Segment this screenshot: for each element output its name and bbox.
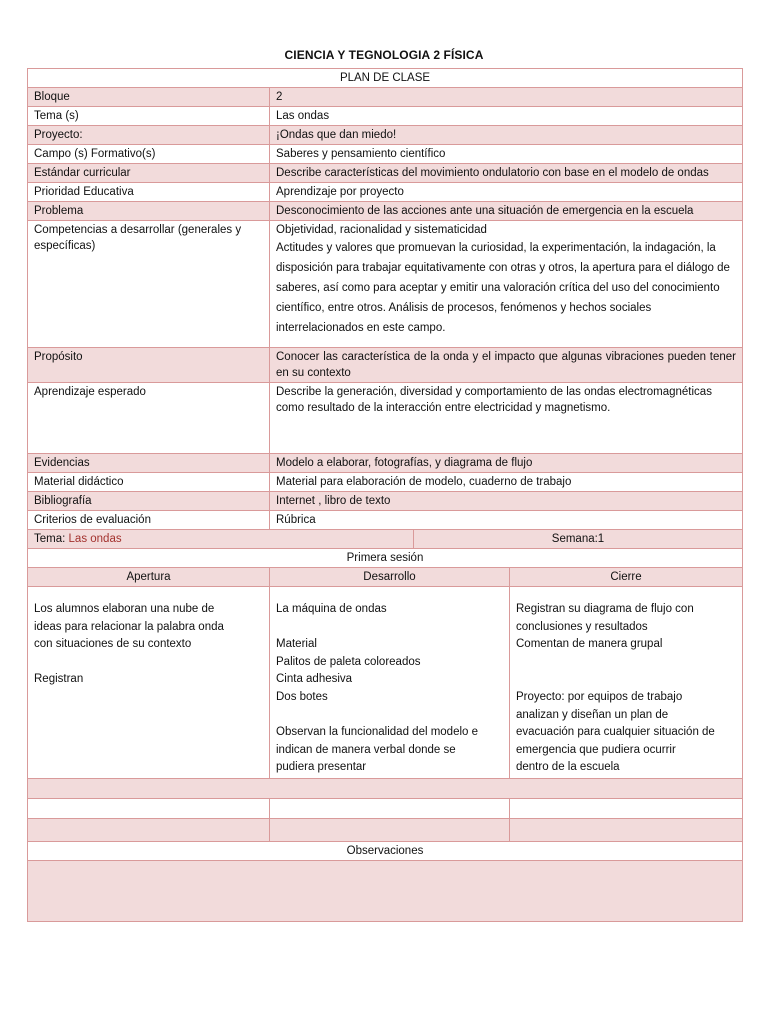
tema-value: Las ondas (68, 533, 122, 545)
empty-row (28, 818, 743, 841)
row-value: Saberes y pensamiento científico (270, 145, 743, 164)
session-columns-row (28, 568, 743, 587)
competencias-line-2: Actitudes y valores que promuevan la curiosidad, la experimentación, la indagación, la disposición para trabajar equitativamente con otras y otros, la apertura para el diálogo de saberes, así como para aceptar y emitir una valoración crítica del uso del conocimiento científico, entre otros. Análisis de procesos, fenómenos y hechos sociales interrelacionados en este campo. (276, 242, 730, 334)
col-desarrollo: Desarrollo (270, 568, 510, 587)
document-title: CIENCIA Y TEGNOLOGIA 2 FÍSICA (284, 48, 484, 62)
cierre-line: analizan y diseñan un plan de (516, 708, 669, 721)
apertura-line (34, 654, 263, 672)
desarrollo-line: Observan la funcionalidad del modelo e (276, 726, 479, 739)
row-material-didactico (28, 473, 743, 492)
cierre-line: emergencia que pudiera ocurrir (516, 743, 676, 756)
session-content-row (28, 587, 743, 779)
cierre-line: evacuación para cualquier situación de (516, 726, 715, 739)
row-label: Campo (s) Formativo(s) (28, 145, 270, 164)
desarrollo-line: Cinta adhesiva (276, 673, 353, 686)
observaciones-body-row (28, 860, 743, 921)
plan-header-row (28, 69, 743, 88)
desarrollo-line: indican de manera verbal donde se (276, 743, 456, 756)
row-prioridad-educativa (28, 183, 743, 202)
row-value: ¡Ondas que dan miedo! (270, 126, 743, 145)
observaciones-body (28, 860, 743, 921)
row-value: Describe características del movimiento ondulatorio con base en el modelo de ondas (270, 164, 743, 183)
row-proposito (28, 348, 743, 383)
row-label: Proyecto: (28, 126, 270, 145)
row-problema (28, 202, 743, 221)
empty-cell (510, 818, 743, 841)
desarrollo-line: Material (276, 638, 317, 651)
row-label: Evidencias (28, 454, 270, 473)
desarrollo-cell (270, 587, 510, 779)
empty-row (28, 798, 743, 818)
empty-row (28, 778, 743, 798)
apertura-line: con situaciones de su contexto (34, 638, 192, 651)
row-value: Desconocimiento de las acciones ante una situación de emergencia en la escuela (270, 202, 743, 221)
desarrollo-line (276, 707, 503, 725)
desarrollo-line: Dos botes (276, 690, 328, 703)
row-value: Rúbrica (270, 511, 743, 530)
row-label: Aprendizaje esperado (28, 383, 270, 454)
row-bibliografia (28, 492, 743, 511)
competencias-line-1: Objetividad, racionalidad y sistematicidad (276, 224, 487, 236)
row-label: Bibliografía (28, 492, 270, 511)
row-tema (28, 107, 743, 126)
row-criterios-evaluacion (28, 511, 743, 530)
empty-cell (28, 798, 270, 818)
cierre-line: conclusiones y resultados (516, 620, 648, 633)
session-title: Primera sesión (28, 549, 743, 568)
row-label: Prioridad Educativa (28, 183, 270, 202)
desarrollo-line: Palitos de paleta coloreados (276, 655, 421, 668)
cierre-line: Proyecto: por equipos de trabajo (516, 690, 683, 703)
row-value: 2 (270, 88, 743, 107)
apertura-line: ideas para relacionar la palabra onda (34, 620, 224, 633)
cierre-line (516, 654, 736, 672)
row-tema-semana (28, 530, 743, 549)
observaciones-header: Observaciones (28, 841, 743, 860)
row-label: Criterios de evaluación (28, 511, 270, 530)
tema-label: Tema: (34, 533, 66, 545)
row-value: Conocer las característica de la onda y el impacto que algunas vibraciones pueden tener en su contexto (270, 348, 743, 383)
apertura-line: Registran (34, 673, 84, 686)
row-aprendizaje-esperado (28, 383, 743, 454)
lesson-plan-table (27, 68, 743, 922)
session-title-row (28, 549, 743, 568)
empty-cell (28, 818, 270, 841)
desarrollo-line: La máquina de ondas (276, 603, 387, 615)
apertura-line: Los alumnos elaboran una nube de (34, 603, 215, 615)
row-label: Estándar curricular (28, 164, 270, 183)
row-label: Tema (s) (28, 107, 270, 126)
row-value: Internet , libro de texto (270, 492, 743, 511)
cierre-line: dentro de la escuela (516, 761, 620, 774)
row-bloque (28, 88, 743, 107)
row-value (270, 221, 743, 348)
row-label: Propósito (28, 348, 270, 383)
empty-cell (28, 778, 743, 798)
col-cierre: Cierre (510, 568, 743, 587)
row-competencias (28, 221, 743, 348)
row-estandar-curricular (28, 164, 743, 183)
observaciones-header-row (28, 841, 743, 860)
cierre-line: Comentan de manera grupal (516, 638, 663, 651)
row-label: Bloque (28, 88, 270, 107)
row-value: Modelo a elaborar, fotografías, y diagrama de flujo (270, 454, 743, 473)
row-label: Material didáctico (28, 473, 270, 492)
desarrollo-line: pudiera presentar (276, 761, 367, 774)
empty-cell (510, 798, 743, 818)
plan-header: PLAN DE CLASE (28, 69, 743, 88)
row-value: Material para elaboración de modelo, cuaderno de trabajo (270, 473, 743, 492)
tema-cell (28, 530, 414, 549)
col-apertura: Apertura (28, 568, 270, 587)
cierre-line (516, 671, 736, 689)
row-evidencias (28, 454, 743, 473)
cierre-line: Registran su diagrama de flujo con (516, 603, 694, 615)
empty-cell (270, 798, 510, 818)
row-value: Describe la generación, diversidad y comportamiento de las ondas electromagnéticas como resultado de la interacción entre electricidad y magnetismo. (270, 383, 743, 454)
row-campo-formativo (28, 145, 743, 164)
row-proyecto (28, 126, 743, 145)
row-label: Problema (28, 202, 270, 221)
apertura-cell (28, 587, 270, 779)
desarrollo-line (276, 619, 503, 637)
row-value: Las ondas (270, 107, 743, 126)
empty-cell (270, 818, 510, 841)
semana-cell: Semana:1 (414, 530, 743, 549)
cierre-cell (510, 587, 743, 779)
row-value: Aprendizaje por proyecto (270, 183, 743, 202)
row-label: Competencias a desarrollar (generales y específicas) (28, 221, 270, 348)
